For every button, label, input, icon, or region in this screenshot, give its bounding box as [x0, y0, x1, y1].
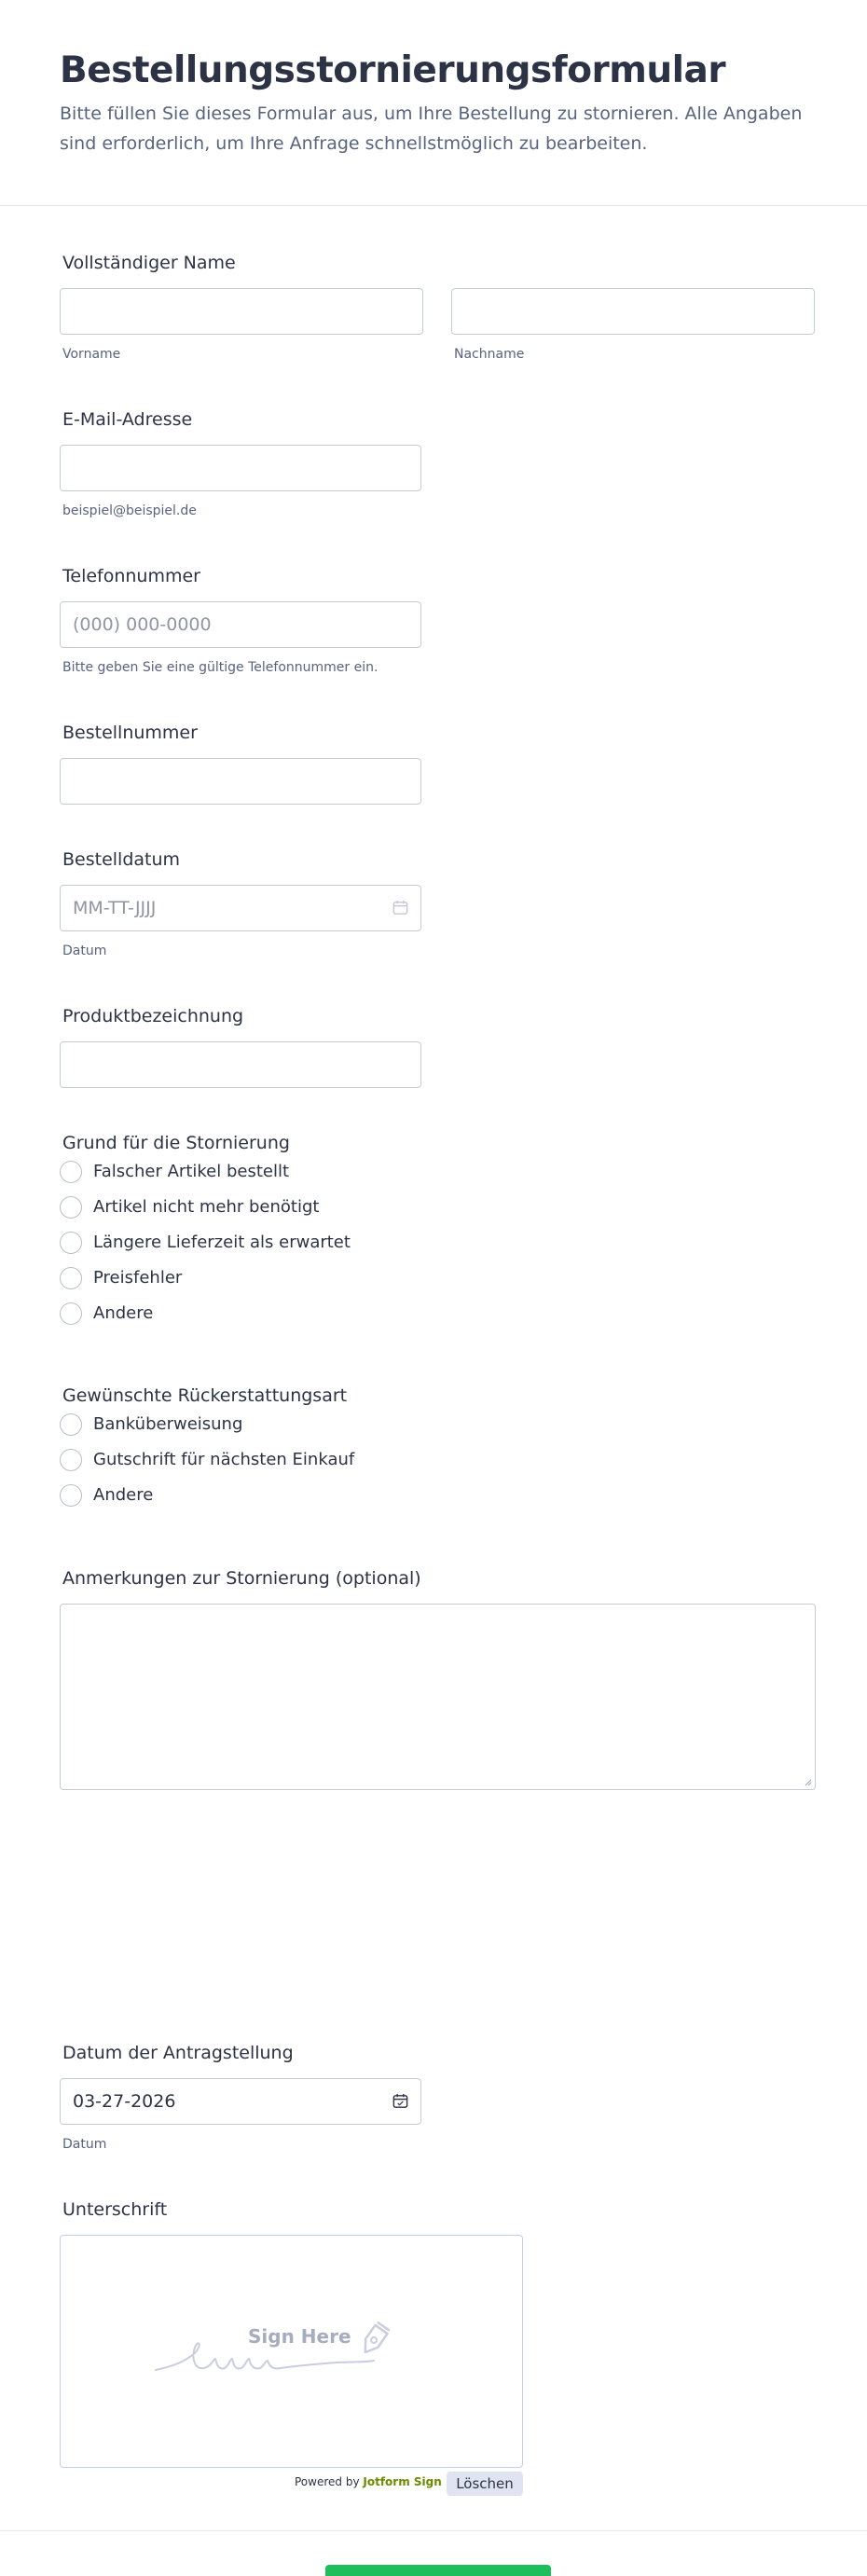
order-number-label: Bestellnummer [62, 723, 198, 743]
email-sublabel: beispiel@beispiel.de [62, 503, 197, 518]
product-input[interactable] [60, 1041, 421, 1088]
radio-button[interactable] [60, 1449, 82, 1471]
signature-pad[interactable] [60, 2235, 523, 2468]
email-label: E-Mail-Adresse [62, 409, 193, 430]
phone-sublabel: Bitte geben Sie eine gültige Telefonnummer ein. [62, 660, 378, 675]
reason-option[interactable] [60, 1161, 289, 1183]
calendar-icon[interactable] [392, 899, 409, 916]
order-date-label: Bestelldatum [62, 849, 181, 870]
notes-textarea[interactable] [60, 1604, 816, 1790]
phone-field [60, 564, 423, 675]
refund-option[interactable] [60, 1449, 354, 1471]
notes-label: Anmerkungen zur Stornierung (optional) [62, 1568, 421, 1589]
refund-option-label: Gutschrift für nächsten Einkauf [93, 1450, 355, 1469]
order-date-placeholder: MM-TT-JJJJ [73, 898, 157, 918]
request-date-input[interactable] [60, 2078, 421, 2125]
submit-button[interactable] [325, 2565, 551, 2576]
request-date-value: 03-27-2026 [73, 2091, 176, 2112]
notes-field [60, 1566, 817, 1591]
refund-label: Gewünschte Rückerstattungsart [62, 1385, 348, 1406]
first-name-input[interactable] [60, 288, 423, 335]
request-date-sublabel: Datum [62, 2137, 107, 2152]
name-label: Vollständiger Name [62, 253, 236, 273]
powered-by-prefix: Powered by [295, 2475, 360, 2488]
form-title: Bestellungsstornierungsformular [60, 49, 726, 91]
form-header [0, 0, 867, 206]
reason-option[interactable] [60, 1232, 351, 1254]
sign-here-hint: Sign Here [248, 2325, 351, 2348]
reason-option-label: Andere [93, 1303, 154, 1323]
last-name-input[interactable] [451, 288, 815, 335]
refund-option-label: Andere [93, 1485, 154, 1505]
product-label: Produktbezeichnung [62, 1006, 244, 1026]
order-date-sublabel: Datum [62, 944, 107, 958]
footer-divider [0, 2530, 867, 2531]
reason-label: Grund für die Stornierung [62, 1133, 290, 1153]
product-field [60, 1004, 423, 1028]
calendar-icon[interactable] [392, 2092, 409, 2110]
request-date-field [60, 2041, 423, 2152]
radio-button[interactable] [60, 1232, 82, 1254]
resize-handle-icon[interactable] [805, 1779, 812, 1786]
reason-option-label: Längere Lieferzeit als erwartet [93, 1233, 351, 1252]
radio-button[interactable] [60, 1267, 82, 1289]
phone-label: Telefonnummer [62, 566, 200, 586]
radio-button[interactable] [60, 1413, 82, 1436]
reason-option-label: Preisfehler [93, 1268, 183, 1288]
signature-field [60, 2197, 526, 2492]
radio-button[interactable] [60, 1302, 82, 1325]
jotform-sign-brand: Jotform Sign [363, 2475, 442, 2488]
reason-option[interactable] [60, 1267, 182, 1289]
radio-button[interactable] [60, 1161, 82, 1183]
order-number-input[interactable] [60, 758, 421, 805]
signature-label: Unterschrift [62, 2199, 168, 2220]
email-input[interactable] [60, 445, 421, 491]
refund-option-label: Banküberweisung [93, 1414, 243, 1434]
last-name-sublabel: Nachname [454, 347, 525, 362]
first-name-sublabel: Vorname [62, 347, 121, 362]
signature-scribble-icon [154, 2321, 424, 2381]
reason-option[interactable] [60, 1196, 319, 1219]
form-description: Bitte füllen Sie dieses Formular aus, um Ihre Bestellung zu stornieren. Alle Angaben sind erforderlich, um Ihre Anfrage schnellstmöglich zu bearbeiten. [60, 103, 803, 154]
form-body [0, 206, 867, 2518]
reason-option-label: Falscher Artikel bestellt [93, 1162, 290, 1181]
phone-input[interactable] [60, 601, 421, 648]
radio-button[interactable] [60, 1196, 82, 1219]
reason-option[interactable] [60, 1302, 153, 1325]
clear-signature-button[interactable]: Löschen [447, 2472, 523, 2496]
order-date-field [60, 847, 423, 958]
name-field [60, 251, 815, 362]
reason-field [60, 1131, 526, 1323]
refund-option[interactable] [60, 1484, 153, 1507]
email-field [60, 407, 423, 518]
radio-button[interactable] [60, 1484, 82, 1507]
refund-field [60, 1384, 526, 1505]
refund-option[interactable] [60, 1413, 242, 1436]
phone-placeholder: (000) 000-0000 [73, 614, 212, 635]
request-date-label: Datum der Antragstellung [62, 2043, 294, 2063]
order-number-field [60, 721, 423, 745]
powered-by [295, 2475, 442, 2488]
reason-option-label: Artikel nicht mehr benötigt [93, 1197, 320, 1217]
order-date-input[interactable] [60, 885, 421, 931]
